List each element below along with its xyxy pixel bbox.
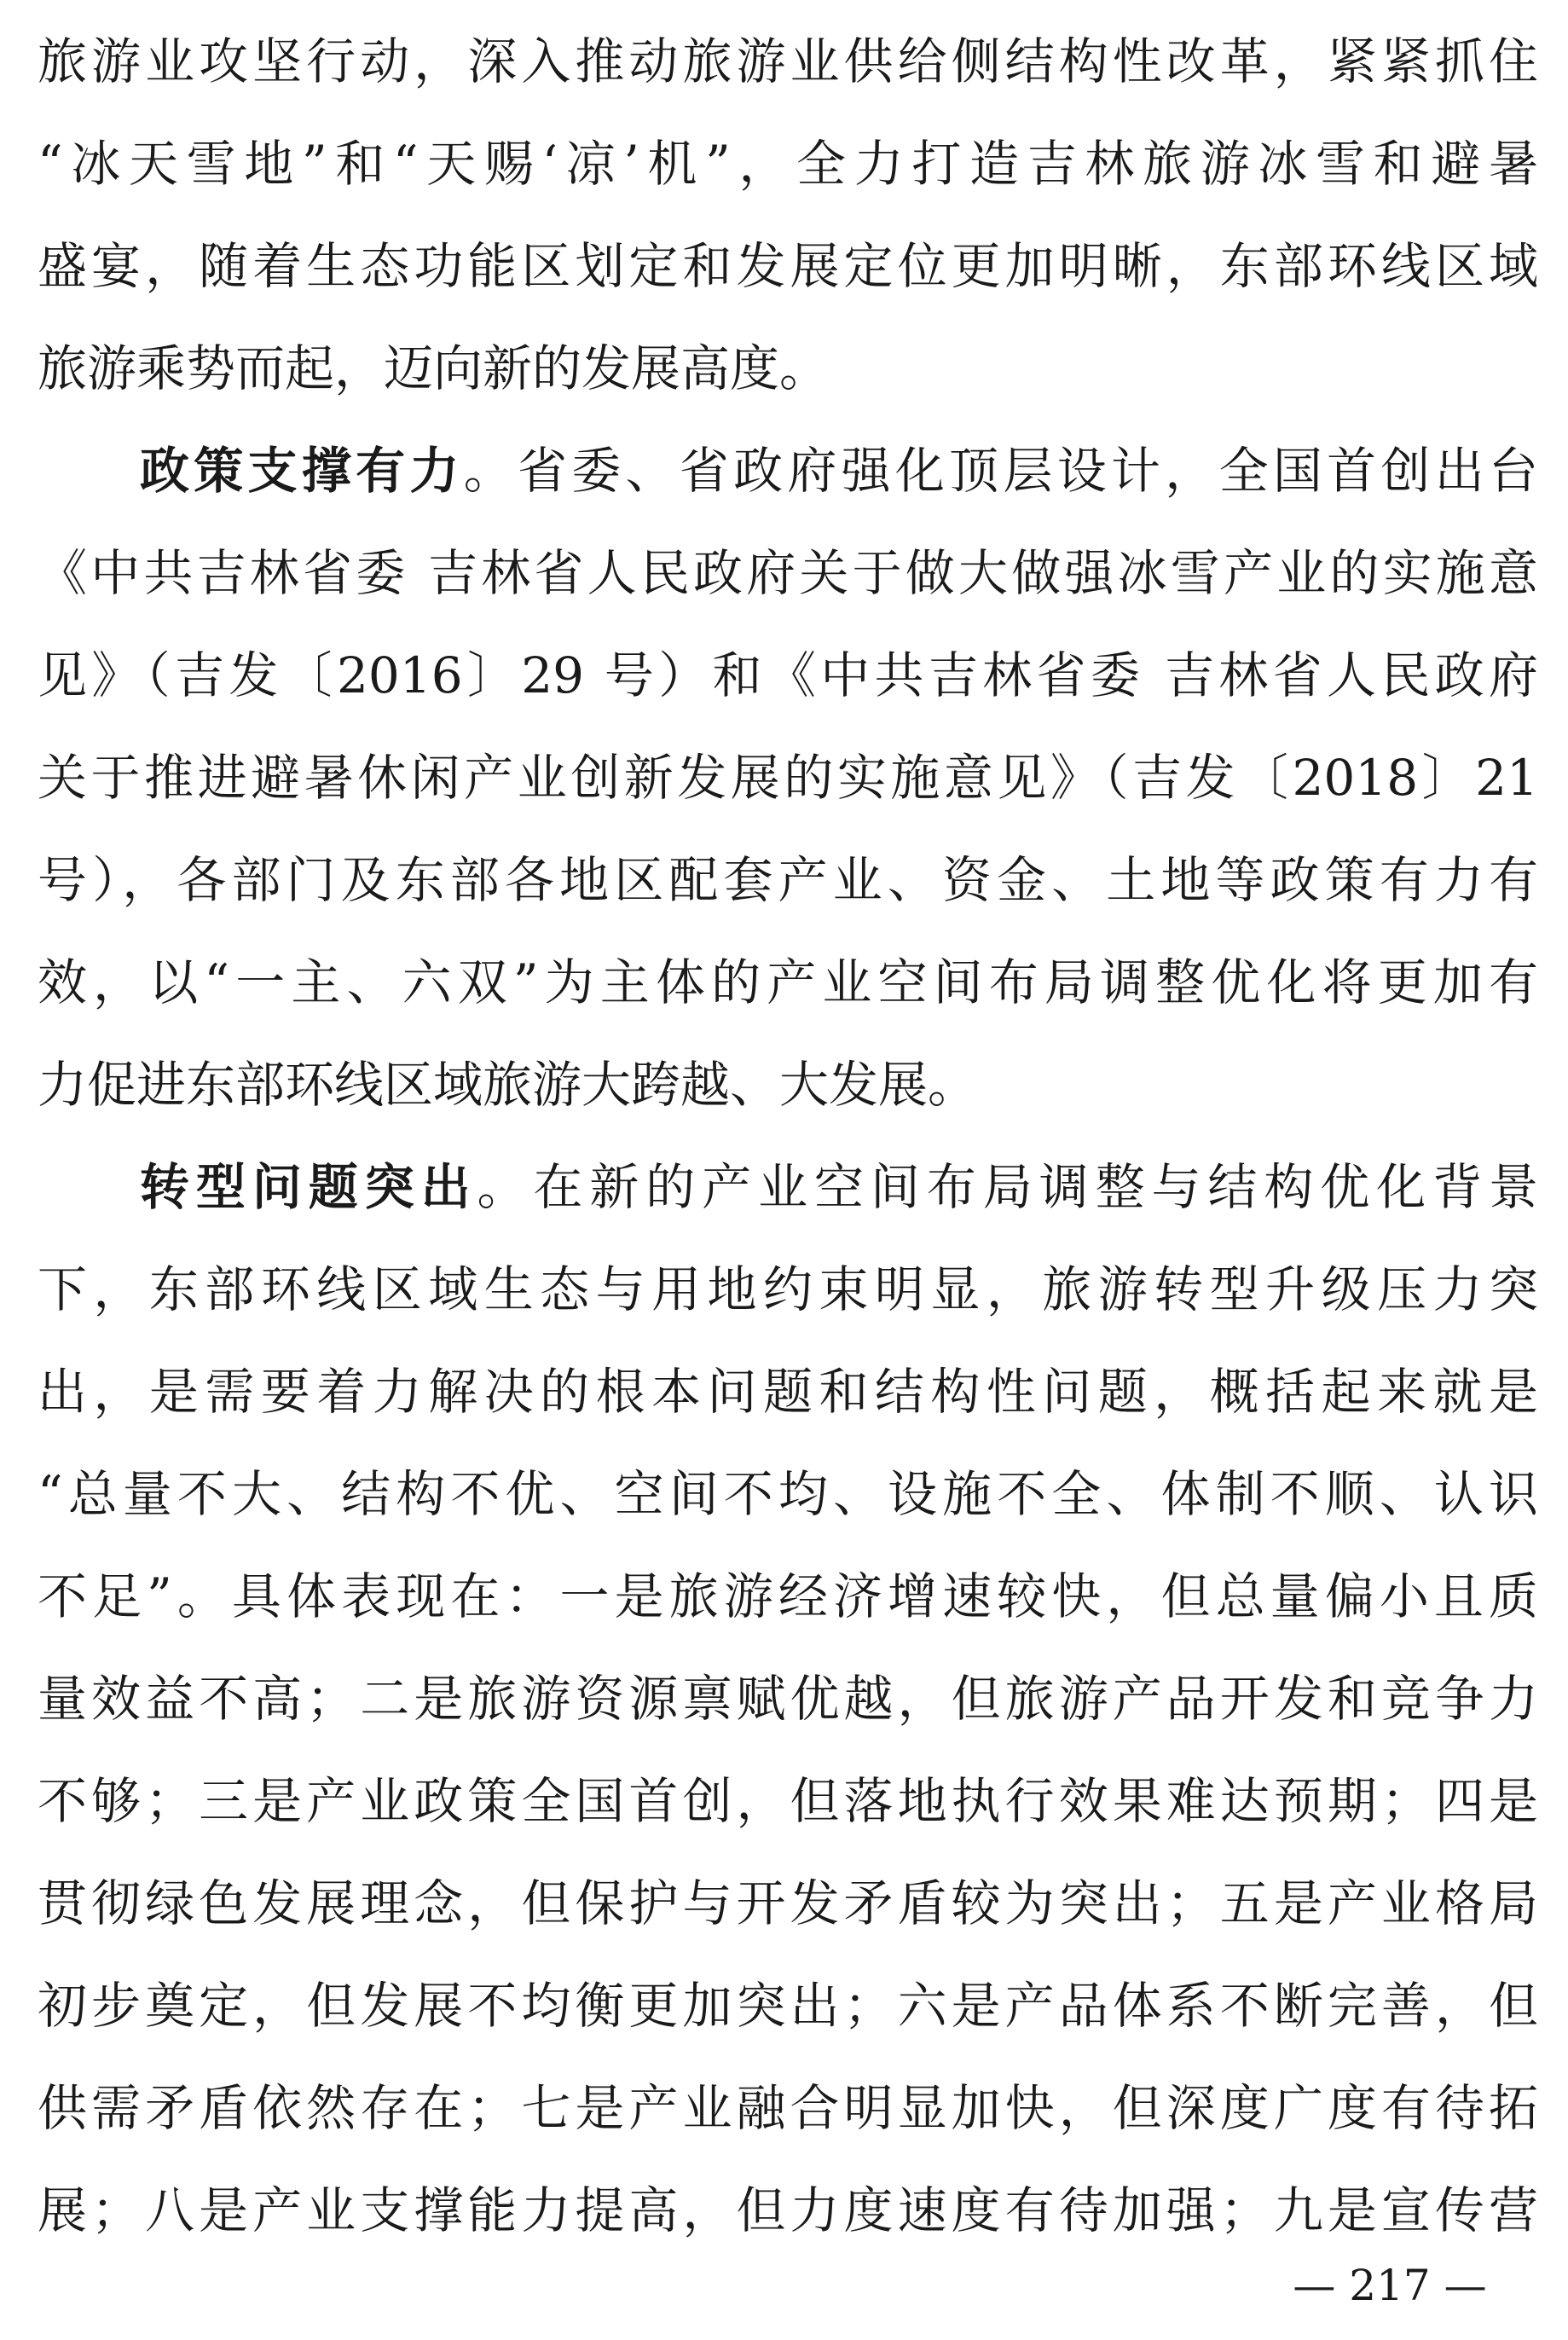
text-span: 。省委、省政府强化顶层设计，全国首创出台 [463,442,1538,500]
text-line: 盛宴，随着生态功能区划定和发展定位更加明晰，东部环线区域 [38,237,1538,295]
text-line: “冰天雪地”和“天赐‘凉’机”，全力打造吉林旅游冰雪和避暑 [38,135,1538,193]
text-line: “总量不大、结构不优、空间不均、设施不全、体制不顺、认识 [38,1465,1538,1523]
text-span: 。在新的产业空间布局调整与结构优化背景 [477,1158,1538,1216]
text-line: 不足”。具体表现在：一是旅游经济增速较快，但总量偏小且质 [38,1567,1538,1625]
text-line: 初步奠定，但发展不均衡更加突出；六是产品体系不断完善，但 [38,1977,1538,2035]
paragraph-first-line [140,1136,1538,1238]
text-line: 力促进东部环线区域旅游大跨越、大发展。 [38,1056,978,1114]
section-heading-policy: 政策支撑有力 [140,442,464,500]
text-line: 展；八是产业支撑能力提高，但力度速度有待加强；九是宣传营 [38,2181,1538,2239]
text-line: 贯彻绿色发展理念，但保护与开发矛盾较为突出；五是产业格局 [38,1874,1538,1932]
text-line: 出，是需要着力解决的根本问题和结构性问题，概括起来就是 [38,1363,1538,1421]
text-line: 量效益不高；二是旅游资源禀赋优越，但旅游产品开发和竞争力 [38,1670,1538,1728]
text-line: 供需矛盾依然存在；七是产业融合明显加快，但深度广度有待拓 [38,2079,1538,2137]
text-line: 旅游乘势而起，迈向新的发展高度。 [38,339,830,397]
text-line: 效，以“一主、六双”为主体的产业空间布局调整优化将更加有 [38,953,1538,1011]
text-line: 旅游业攻坚行动，深入推动旅游业供给侧结构性改革，紧紧抓住 [38,32,1538,90]
page-number: — 217 — [1293,2261,1487,2310]
text-line: 《中共吉林省委 吉林省人民政府关于做大做强冰雪产业的实施意 [38,544,1538,602]
text-line: 不够；三是产业政策全国首创，但落地执行效果难达预期；四是 [38,1772,1538,1830]
text-line: 关于推进避暑休闲产业创新发展的实施意见》（吉发〔2018〕21 [38,749,1538,807]
section-heading-transform: 转型问题突出 [140,1158,477,1216]
text-line: 下，东部环线区域生态与用地约束明显，旅游转型升级压力突 [38,1260,1538,1318]
text-line: 见》（吉发〔2016〕29 号）和《中共吉林省委 吉林省人民政府 [38,646,1538,704]
paragraph-first-line [140,420,1538,522]
text-line: 号），各部门及东部各地区配套产业、资金、土地等政策有力有 [38,851,1538,909]
